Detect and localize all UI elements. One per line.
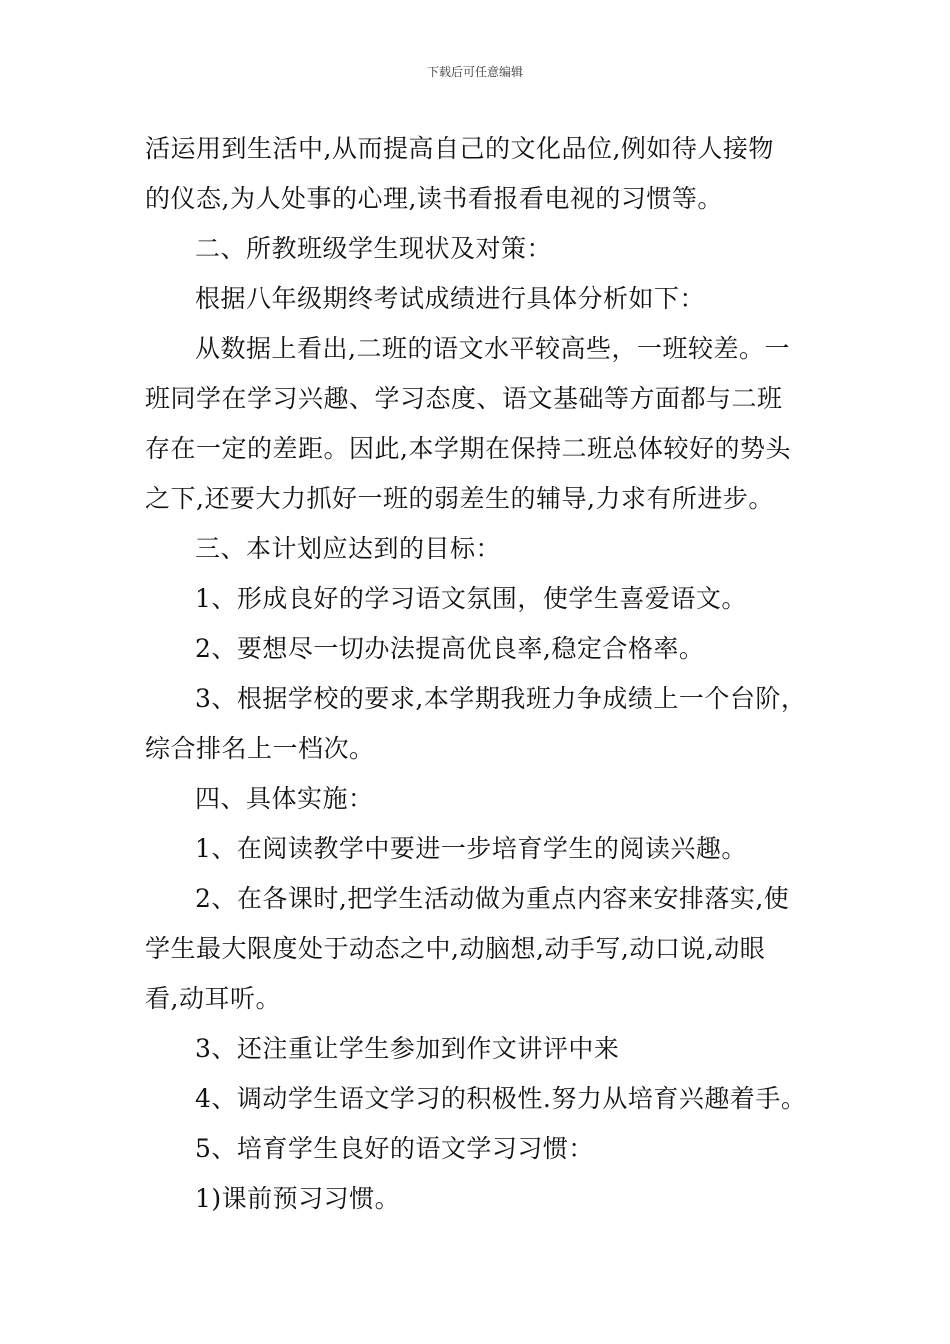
text-line: 的仪态,为人处事的心理,读书看报看电视的习惯等。 [145,184,723,213]
text-line: 存在一定的差距。因此,本学期在保持二班总体较好的势头 [145,434,791,463]
section-heading: 四、具体实施： [195,784,374,813]
list-item: 5、培育学生良好的语文学习习惯： [195,1134,594,1163]
text-line: 综合排名上一档次。 [145,734,375,763]
list-item: 1、形成良好的学习语文氛围，使学生喜爱语文。 [195,584,747,613]
section-heading: 二、所教班级学生现状及对策： [195,234,553,263]
document-body [145,124,810,1224]
text-line: 活运用到生活中,从而提高自己的文化品位,例如待人接物 [145,134,774,163]
list-item: 4、调动学生语文学习的积极性.努力从培育兴趣着手。 [195,1084,807,1113]
list-item: 2、要想尽一切办法提高优良率,稳定合格率。 [195,634,705,663]
text-line: 根据八年级期终考试成绩进行具体分析如下： [195,284,706,313]
page-header: 下载后可任意编辑 [426,65,523,79]
list-item: 3、还注重让学生参加到作文讲评中来 [195,1034,620,1063]
text-line: 之下,还要大力抓好一班的弱差生的辅导,力求有所进步。 [145,484,774,513]
sub-list-item: 1)课前预习习惯。 [195,1184,401,1213]
list-item: 3、根据学校的要求,本学期我班力争成绩上一个台阶， [195,684,807,713]
section-heading: 三、本计划应达到的目标： [195,534,502,563]
text-line: 班同学在学习兴趣、学习态度、语文基础等方面都与二班 [145,384,783,413]
list-item: 2、在各课时,把学生活动做为重点内容来安排落实,使 [195,884,790,913]
list-item: 1、在阅读教学中要进一步培育学生的阅读兴趣。 [195,834,747,863]
text-line: 看,动耳听。 [145,984,281,1013]
text-line: 从数据上看出,二班的语文水平较高些，一班较差。一 [195,334,790,363]
text-line: 学生最大限度处于动态之中,动脑想,动手写,动口说,动眼 [145,934,766,963]
